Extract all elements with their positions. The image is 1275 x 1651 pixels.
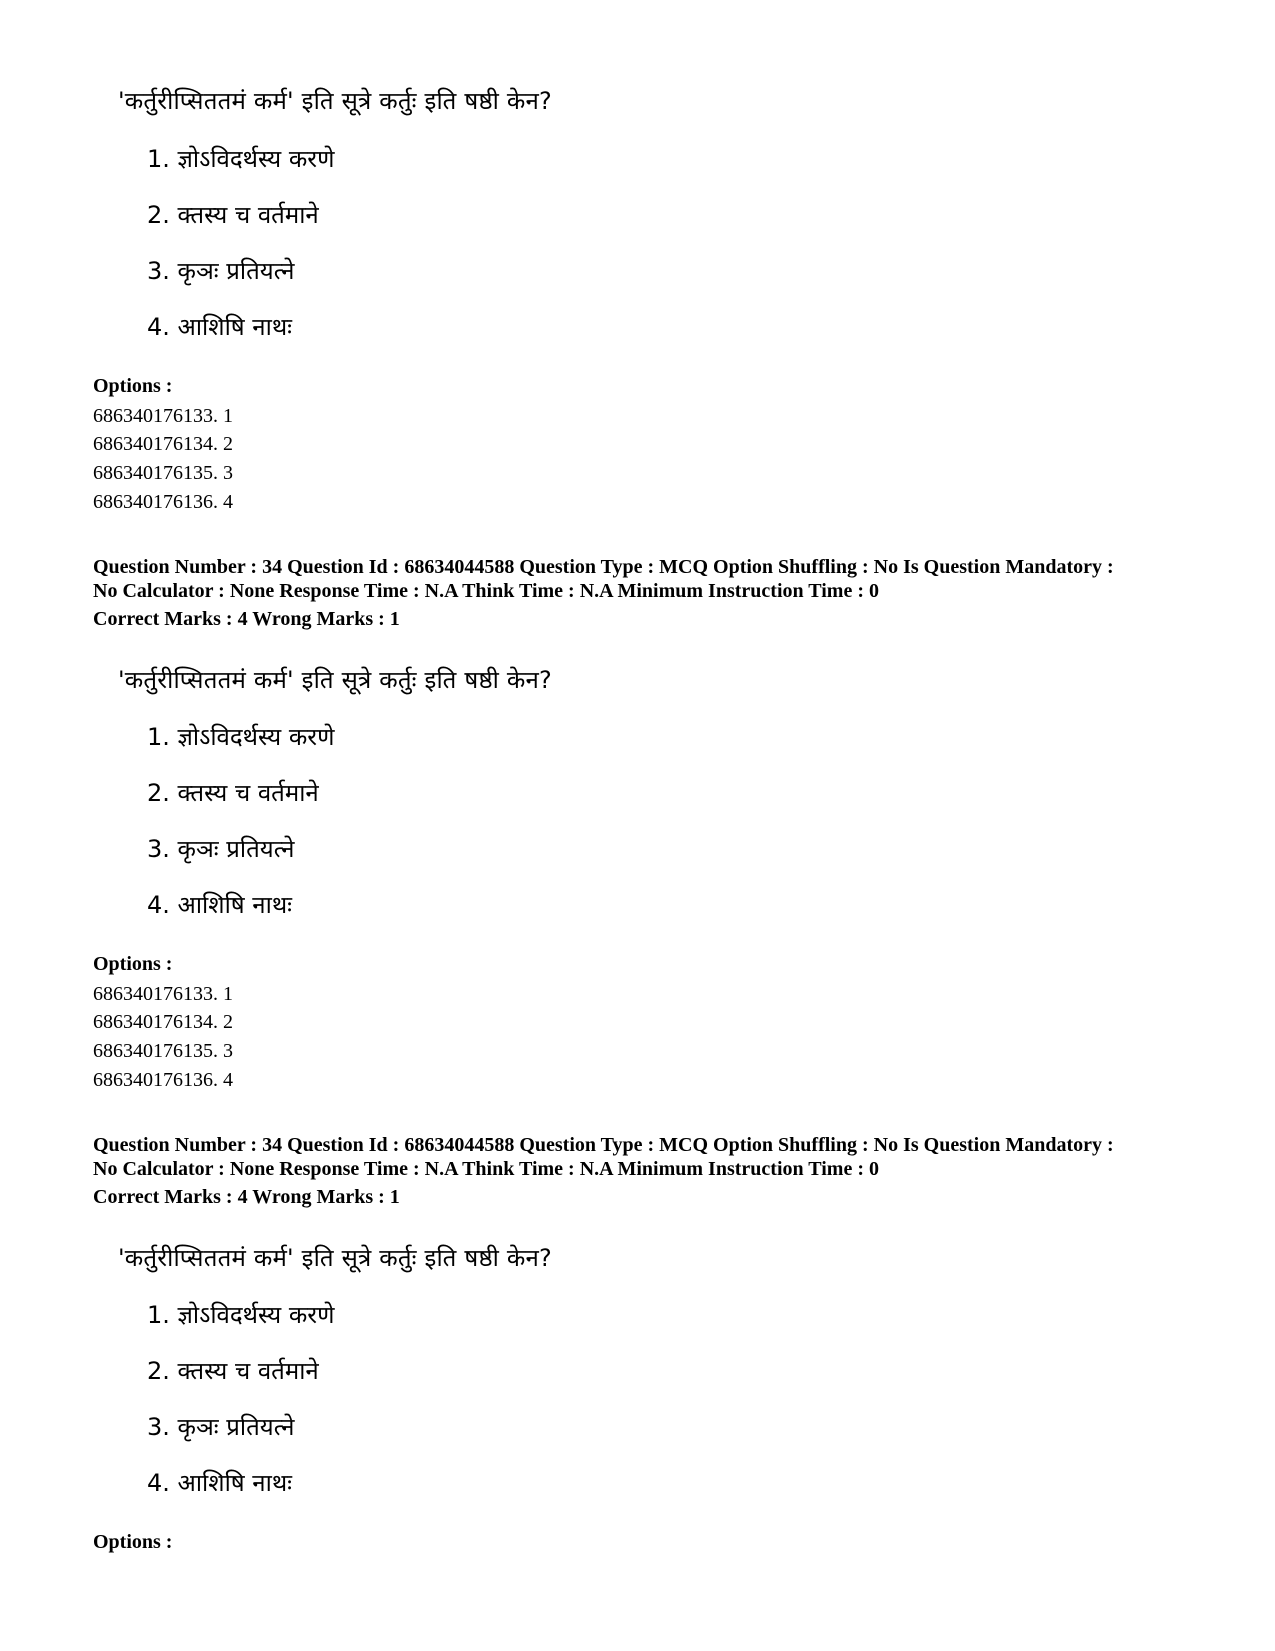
option-line: 686340176134. 2 (93, 433, 233, 455)
option-line: 686340176136. 4 (93, 491, 233, 513)
option-line: 686340176134. 2 (93, 1011, 233, 1033)
options-heading: Options : (93, 375, 173, 397)
question-choice: 2. क्तस्य च वर्तमाने (147, 1357, 319, 1385)
question-choice: 3. कृञः प्रतियत्ने (147, 1413, 295, 1441)
option-line: 686340176133. 1 (93, 983, 233, 1005)
question-choice: 4. आशिषि नाथः (147, 313, 293, 341)
marks-line: Correct Marks : 4 Wrong Marks : 1 (93, 608, 400, 630)
question-choice: 3. कृञः प्रतियत्ने (147, 835, 295, 863)
question-stem: 'कर्तुरीप्सिततमं कर्म' इति सूत्रे कर्तुः इति षष्ठी केन? (118, 666, 552, 694)
question-choice: 4. आशिषि नाथः (147, 891, 293, 919)
question-choice: 4. आशिषि नाथः (147, 1469, 293, 1497)
option-line: 686340176135. 3 (93, 1040, 233, 1062)
options-heading: Options : (93, 953, 173, 975)
question-stem: 'कर्तुरीप्सिततमं कर्म' इति सूत्रे कर्तुः इति षष्ठी केन? (118, 1244, 552, 1272)
question-meta-line: Question Number : 34 Question Id : 68634044588 Question Type : MCQ Option Shuffling : No Is Question Mandatory : (93, 556, 1114, 578)
question-choice: 3. कृञः प्रतियत्ने (147, 257, 295, 285)
option-line: 686340176133. 1 (93, 405, 233, 427)
question-choice: 2. क्तस्य च वर्तमाने (147, 779, 319, 807)
question-meta-line: No Calculator : None Response Time : N.A Think Time : N.A Minimum Instruction Time : 0 (93, 1158, 879, 1180)
question-meta-line: Question Number : 34 Question Id : 68634044588 Question Type : MCQ Option Shuffling : No Is Question Mandatory : (93, 1134, 1114, 1156)
option-line: 686340176135. 3 (93, 462, 233, 484)
option-line: 686340176136. 4 (93, 1069, 233, 1091)
question-stem: 'कर्तुरीप्सिततमं कर्म' इति सूत्रे कर्तुः इति षष्ठी केन? (118, 87, 552, 115)
marks-line: Correct Marks : 4 Wrong Marks : 1 (93, 1186, 400, 1208)
question-choice: 1. ज्ञोऽविदर्थस्य करणे (147, 1301, 335, 1329)
question-meta-line: No Calculator : None Response Time : N.A Think Time : N.A Minimum Instruction Time : 0 (93, 580, 879, 602)
question-choice: 1. ज्ञोऽविदर्थस्य करणे (147, 723, 335, 751)
question-choice: 2. क्तस्य च वर्तमाने (147, 201, 319, 229)
question-choice: 1. ज्ञोऽविदर्थस्य करणे (147, 145, 335, 173)
options-heading: Options : (93, 1531, 173, 1553)
